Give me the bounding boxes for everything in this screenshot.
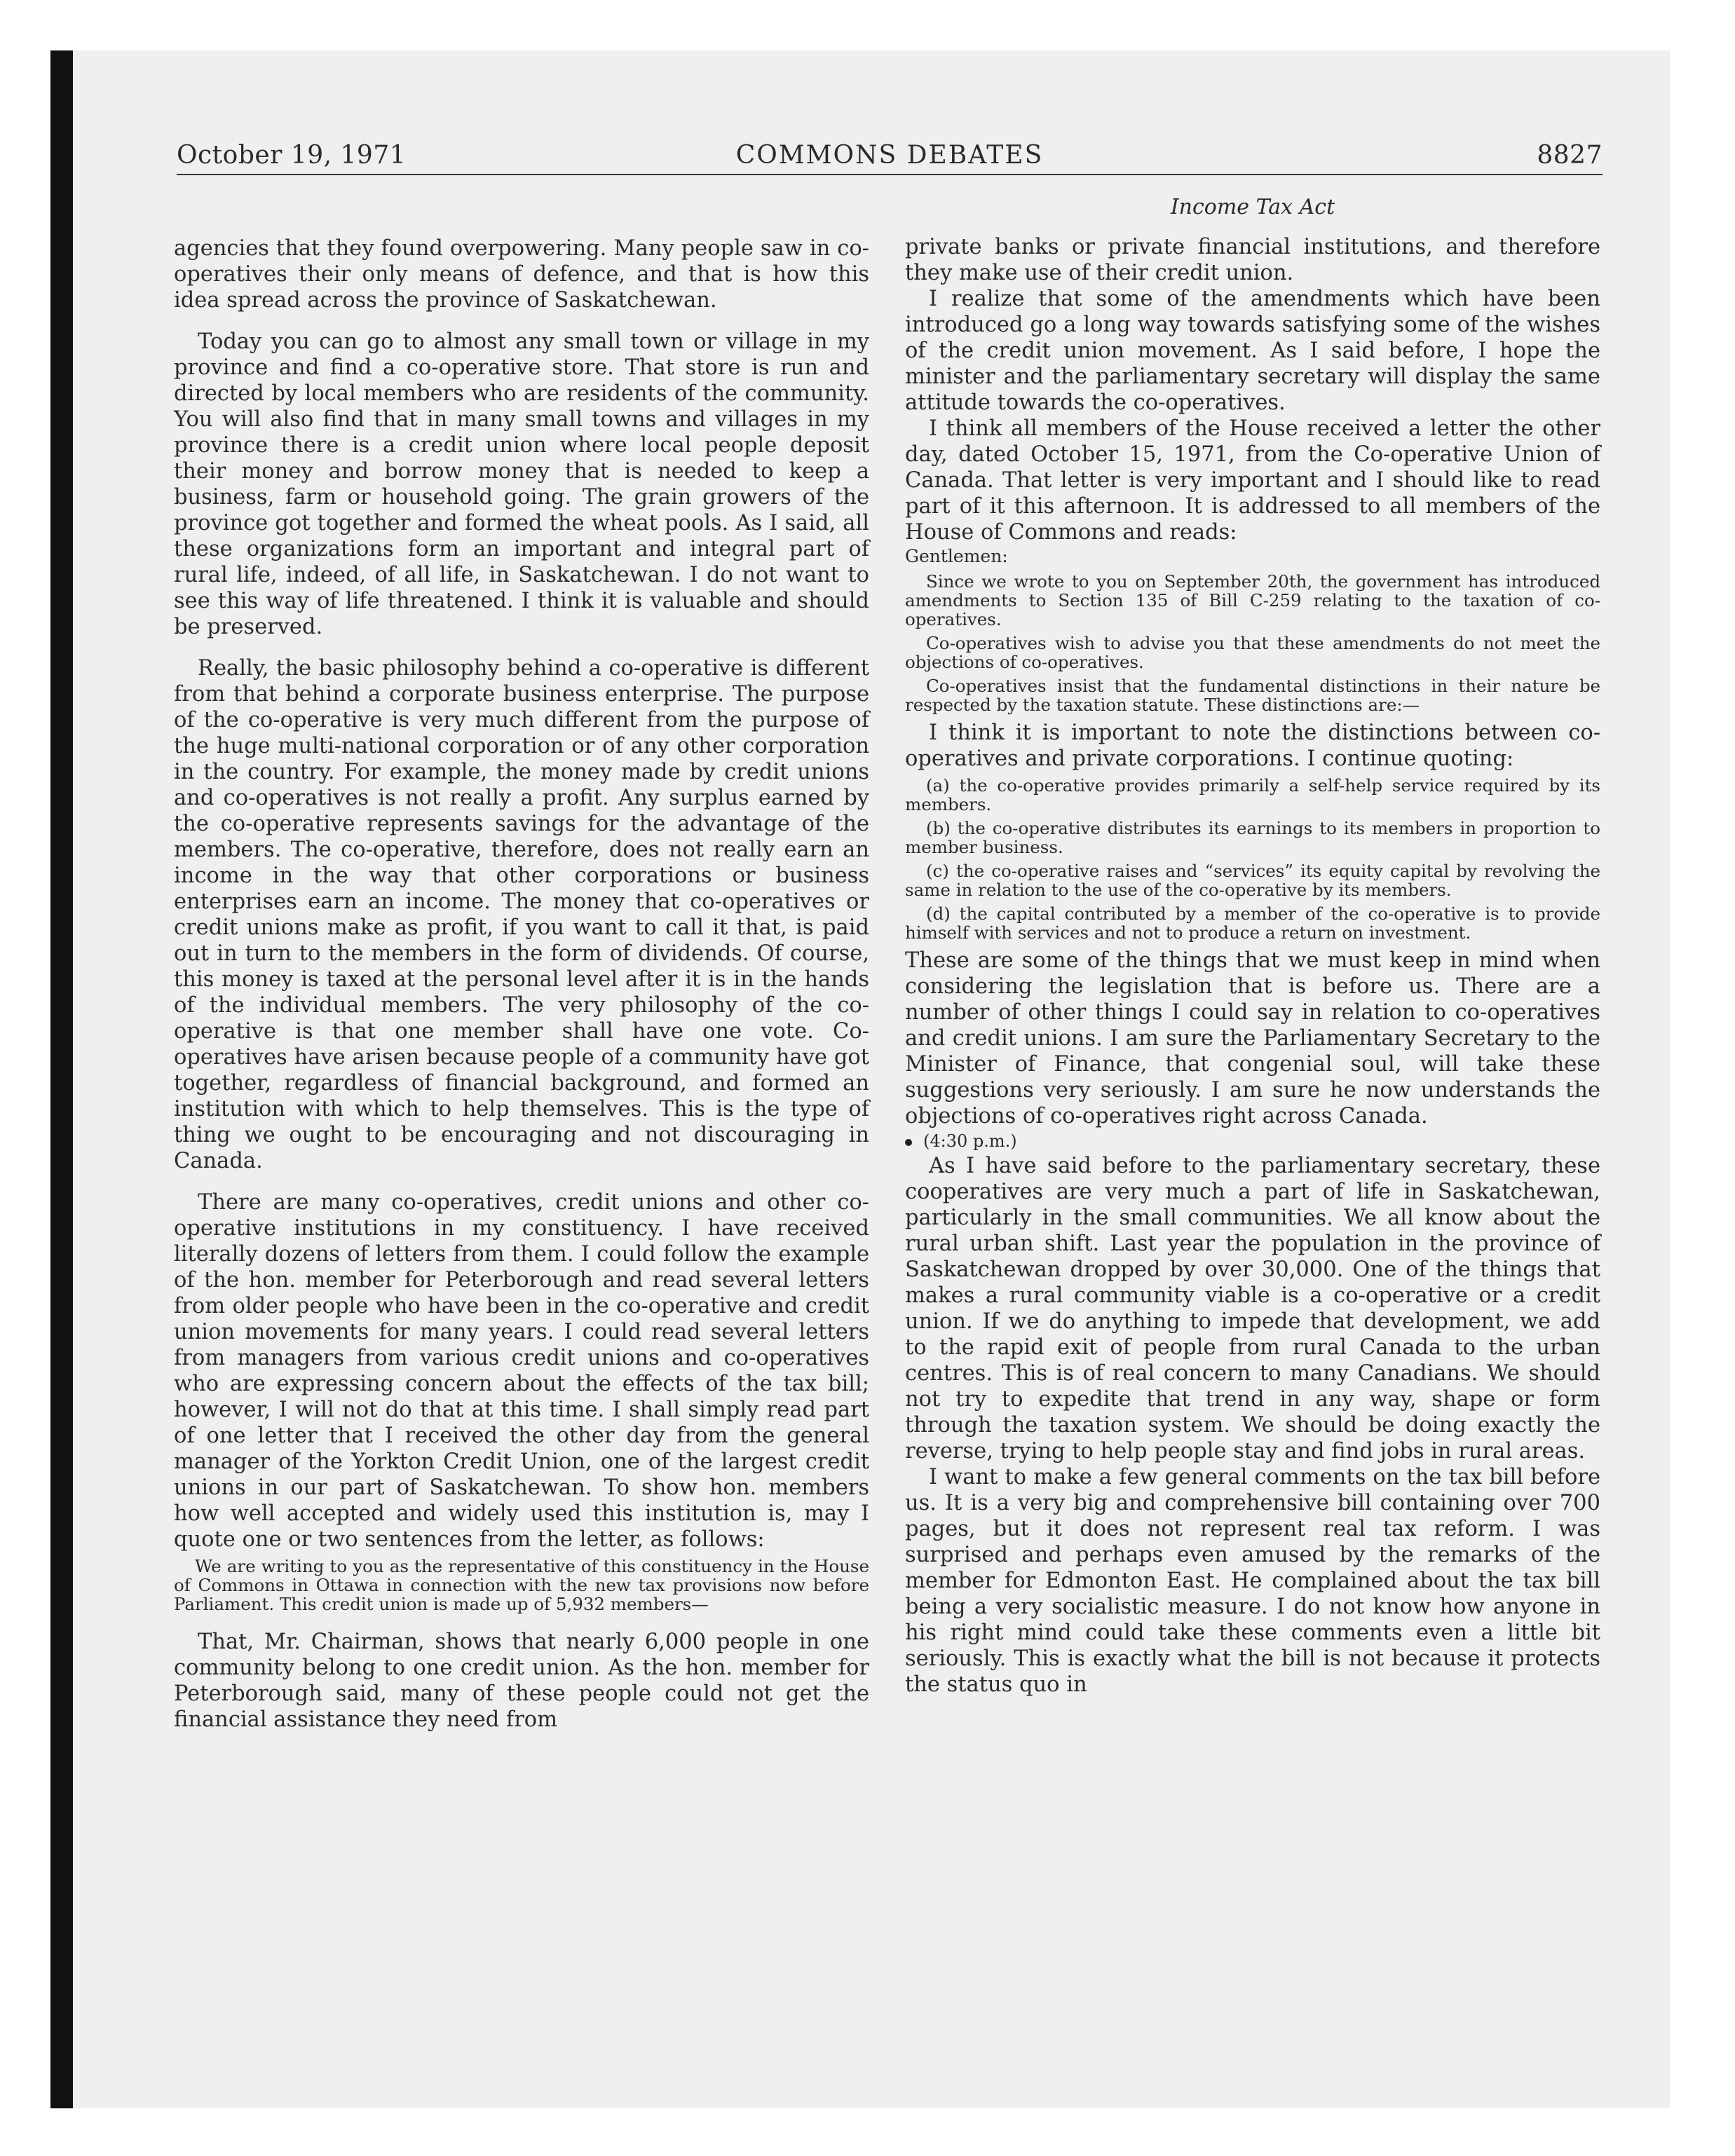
- right-column: [905, 193, 1600, 1698]
- running-head: Income Tax Act: [1170, 195, 1335, 219]
- left-column: [174, 236, 869, 1733]
- quote-text: (a) the co-operative provides primarily a self-help service required by its members.: [905, 775, 1600, 814]
- paragraph: I think it is important to note the distinctions between co-operatives and private corporations. I continue quoting:: [905, 721, 1600, 771]
- quote-text: We are writing to you as the representative of this constituency in the House of Commons in Ottawa in connection with the new tax provisions now before Parliament. This credit union is made up of 5,932 members—: [174, 1556, 869, 1614]
- paragraph: There are many co-operatives, credit unions and other co-operative institutions in my constituency. I have received literally dozens of letters from them. I could follow the example of the hon. member for Peterborough and read several letters from older people who have been in the co-operative and credit union movements for many years. I could read several letters from managers from various credit unions and co-operatives who are expressing concern about the effects of the tax bill; however, I will not do that at this time. I shall simply read part of one letter that I received the other day from the general manager of the Yorkton Credit Union, one of the largest credit unions in our part of Saskatchewan. To show hon. members how well accepted and widely used this institution is, may I quote one or two sentences from the letter, as follows:: [174, 1190, 869, 1552]
- time-marker: [905, 1129, 1600, 1153]
- quote-text: Co-operatives wish to advise you that these amendments do not meet the objections of co-operatives.: [905, 633, 1600, 672]
- paragraph: Really, the basic philosophy behind a co-operative is different from that behind a corporate business enterprise. The purpose of the co-operative is very much different from the purpose of the huge multi-national corporation or of any other corporation in the country. For example, the money made by credit unions and co-operatives is not really a profit. Any surplus earned by the co-operative represents savings for the advantage of the members. The co-operative, therefore, does not really earn an income in the way that other corporations or business enterprises earn an income. The money that co-operatives or credit unions make as profit, if you want to call it that, is paid out in turn to the members in the form of dividends. Of course, this money is taxed at the personal level after it is in the hands of the individual members. The very philosophy of the co-operative is that one member shall have one vote. Co-operatives have arisen because people of a community have got together, regardless of financial background, and formed an institution with which to help themselves. This is the type of thing we ought to be encouraging and not discouraging in Canada.: [174, 656, 869, 1173]
- paragraph: I think all members of the House received a letter the other day, dated October 15, 1971, from the Co-operative Union of Canada. That letter is very important and I should like to read part of it this afternoon. It is addressed to all members of the House of Commons and reads:: [905, 416, 1600, 545]
- header-page-number: 8827: [1537, 141, 1603, 170]
- quote-text: Since we wrote to you on September 20th, the government has introduced amendments to Section 135 of Bill C-259 relating to the taxation of co-operatives.: [905, 571, 1600, 629]
- paragraph: As I have said before to the parliamentary secretary, these cooperatives are very much a part of life in Saskatchewan, particularly in the small communities. We all know about the rural urban shift. Last year the population in the province of Saskatchewan dropped by over 30,000. One of the things that makes a rural community viable is a co-operative or a credit union. If we do anything to impede that development, we add to the rapid exit of people from rural Canada to the urban centres. This is of real concern to many Canadians. We should not try to expedite that trend in any way, shape or form through the taxation system. We should be doing exactly the reverse, trying to help people stay and find jobs in rural areas.: [905, 1154, 1600, 1464]
- header-date: October 19, 1971: [177, 141, 407, 170]
- letter-salutation: Gentlemen:: [905, 546, 1008, 566]
- paragraph: These are some of the things that we must keep in mind when considering the legislation that is before us. There are a number of other things I could say in relation to co-operatives and credit unions. I am sure the Parliamentary Secretary to the Minister of Finance, that congenial soul, will take these suggestions very seriously. I am sure he now understands the objections of co-operatives right across Canada.: [905, 948, 1600, 1128]
- page-header: [177, 141, 1603, 176]
- block-quote: [905, 572, 1600, 714]
- paragraph: I want to make a few general comments on the tax bill before us. It is a very big and comprehensive bill containing over 700 pages, but it does not represent real tax reform. I was surprised and perhaps even amused by the remarks of the member for Edmonton East. He complained about the tax bill being a very socialistic measure. I do not know how anyone in his right mind could take these comments even a little bit seriously. This is exactly what the bill is not because it protects the status quo in: [905, 1465, 1600, 1697]
- paragraph: Today you can go to almost any small town or village in my province and find a co-operative store. That store is run and directed by local members who are residents of the community. You will also find that in many small towns and villages in my province there is a credit union where local people deposit their money and borrow money that is needed to keep a business, farm or household going. The grain growers of the province got together and formed the wheat pools. As I said, all these organizations form an important and integral part of rural life, indeed, of all life, in Saskatchewan. I do not want to see this way of life threatened. I think it is valuable and should be preserved.: [174, 329, 869, 639]
- paragraph: private banks or private financial institutions, and therefore they make use of their credit union.: [905, 235, 1600, 285]
- block-quote: [905, 776, 1600, 942]
- quote-text: (b) the co-operative distributes its earnings to its members in proportion to member business.: [905, 818, 1600, 857]
- time-stamp: (4:30 p.m.): [923, 1131, 1017, 1151]
- block-quote: [174, 1557, 869, 1613]
- quote-text: (c) the co-operative raises and “services” its equity capital by revolving the same in relation to the use of the co-operative by its members.: [905, 861, 1600, 900]
- paragraph: agencies that they found overpowering. Many people saw in co-operatives their only means of defence, and that is how this idea spread across the province of Saskatchewan.: [174, 236, 869, 313]
- header-title: COMMONS DEBATES: [735, 141, 1044, 170]
- quote-text: Co-operatives insist that the fundamental distinctions in their nature be respected by the taxation statute. These distinctions are:—: [905, 676, 1600, 715]
- quote-text: (d) the capital contributed by a member of the co-operative is to provide himself with services and not to produce a return on investment.: [905, 903, 1600, 943]
- paragraph: I realize that some of the amendments which have been introduced go a long way towards satisfying some of the wishes of the credit union movement. As I said before, I hope the minister and the parliamentary secretary will display the same attitude towards the co-operatives.: [905, 287, 1600, 415]
- header-rule: [177, 174, 1603, 175]
- paragraph: That, Mr. Chairman, shows that nearly 6,000 people in one community belong to one credit union. As the hon. member for Peterborough said, many of these people could not get the financial assistance they need from: [174, 1630, 869, 1732]
- binding-edge: [50, 50, 73, 2108]
- bullet-icon: [905, 1139, 912, 1146]
